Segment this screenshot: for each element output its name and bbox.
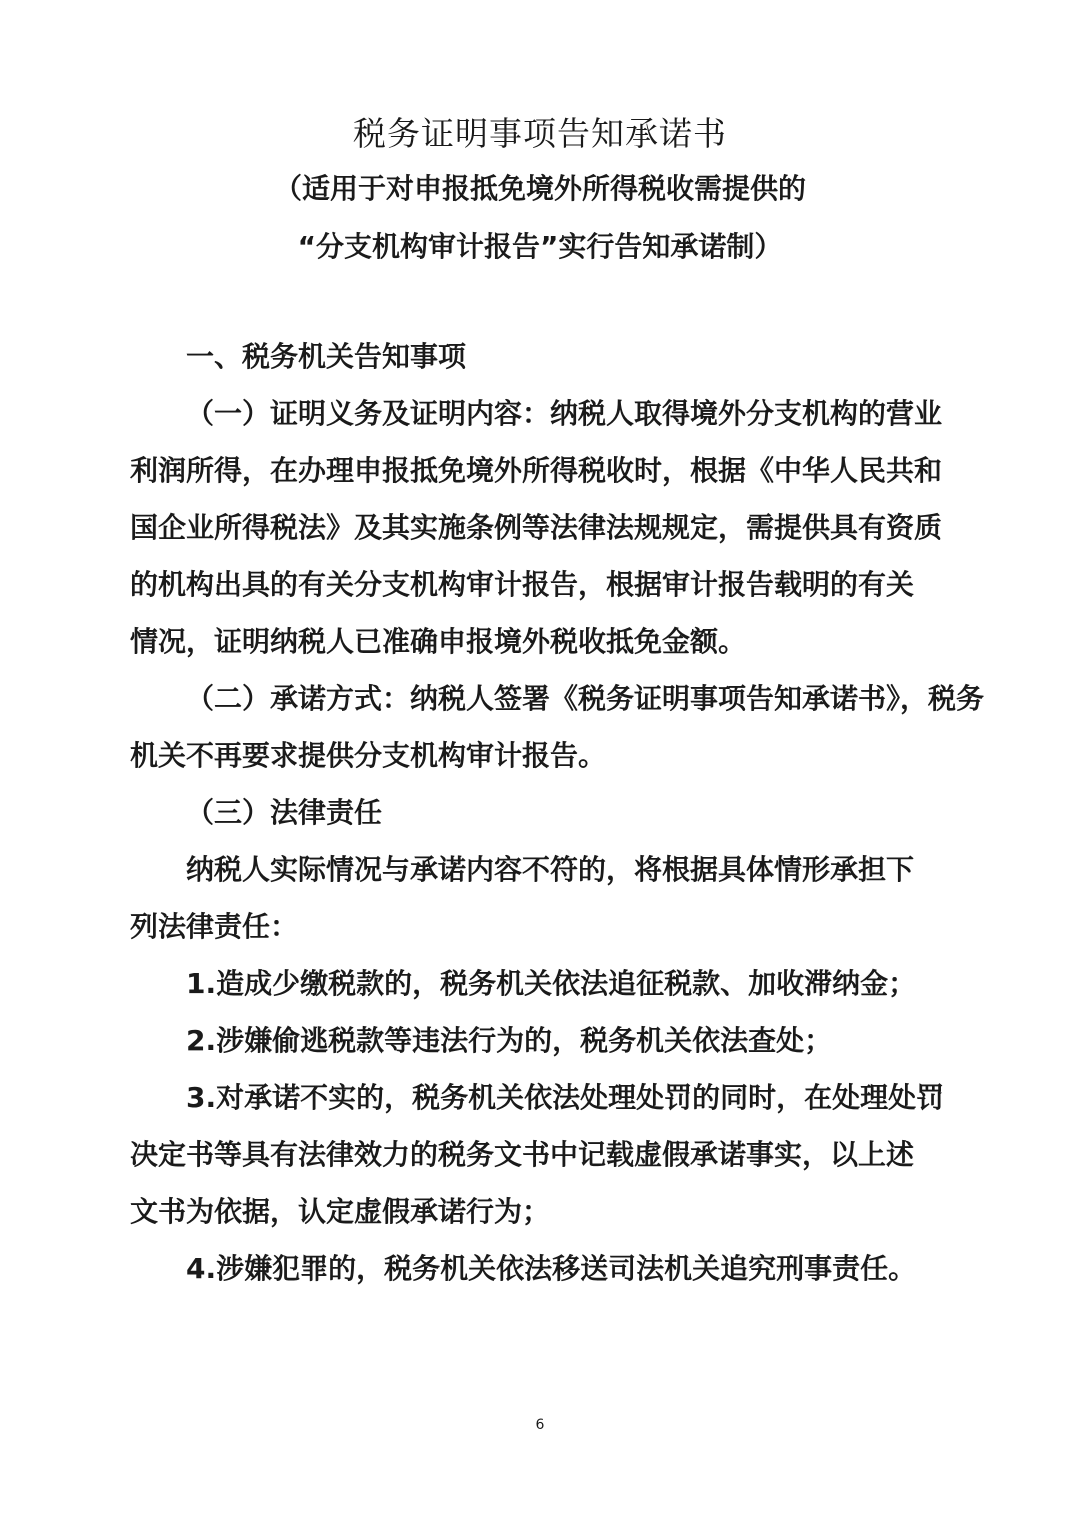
paragraph-1-line-1: （一）证明义务及证明内容：纳税人取得境外分支机构的营业 [186, 397, 943, 430]
document-subtitle-line-2: “分支机构审计报告”实行告知承诺制） [297, 230, 783, 263]
paragraph-1-line-5: 情况，证明纳税人已准确申报境外税收抵免金额。 [130, 625, 747, 658]
page-number: 6 [535, 1417, 545, 1433]
list-item-3-line-1: 3.对承诺不实的，税务机关依法处理处罚的同时，在处理处罚 [186, 1081, 945, 1114]
paragraph-3-line-1: 纳税人实际情况与承诺内容不符的，将根据具体情形承担下 [186, 853, 915, 886]
paragraph-1-line-4: 的机构出具的有关分支机构审计报告，根据审计报告载明的有关 [130, 568, 915, 601]
list-item-3-line-2: 决定书等具有法律效力的税务文书中记载虚假承诺事实，以上述 [130, 1138, 915, 1171]
list-item-1: 1.造成少缴税款的，税务机关依法追征税款、加收滞纳金； [186, 967, 917, 1000]
list-item-4: 4.涉嫌犯罪的，税务机关依法移送司法机关追究刑事责任。 [186, 1252, 917, 1285]
paragraph-3-heading: （三）法律责任 [186, 796, 383, 829]
document-subtitle-line-1: （适用于对申报抵免境外所得税收需提供的 [273, 172, 806, 205]
document-title: 税务证明事项告知承诺书 [353, 114, 727, 153]
paragraph-1-line-2: 利润所得，在办理申报抵免境外所得税收时，根据《中华人民共和 [130, 454, 943, 487]
paragraph-3-line-2: 列法律责任： [130, 910, 299, 943]
paragraph-2-line-2: 机关不再要求提供分支机构审计报告。 [130, 739, 607, 772]
list-item-3-line-3: 文书为依据，认定虚假承诺行为； [130, 1195, 551, 1228]
paragraph-1-line-3: 国企业所得税法》及其实施条例等法律法规规定，需提供具有资质 [130, 511, 943, 544]
section-heading: 一、税务机关告知事项 [186, 340, 467, 373]
list-item-2: 2.涉嫌偷逃税款等违法行为的，税务机关依法查处； [186, 1024, 833, 1057]
paragraph-2-line-1: （二）承诺方式：纳税人签署《税务证明事项告知承诺书》，税务 [186, 682, 985, 715]
